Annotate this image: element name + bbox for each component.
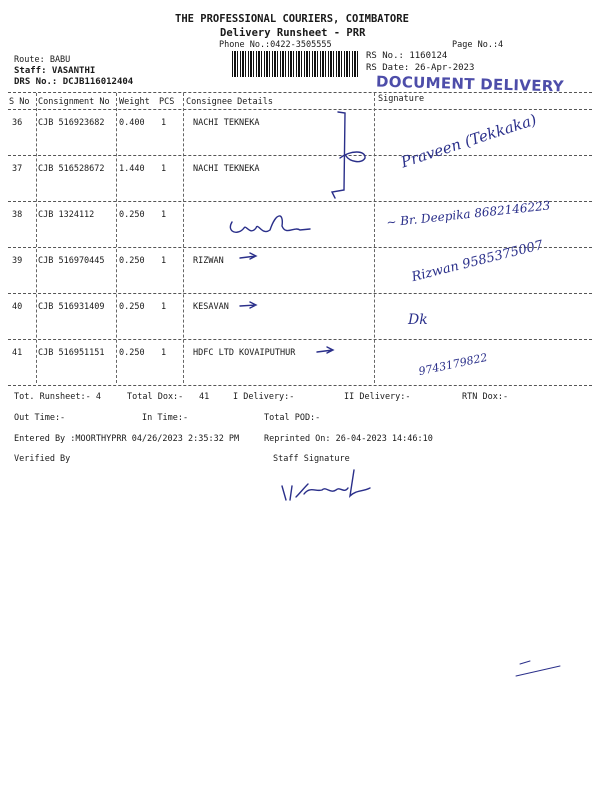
drs-number: DRS No.: DCJB116012404	[14, 77, 134, 87]
arrow-mark	[317, 347, 333, 353]
route-label: Route: BABU	[14, 55, 71, 65]
row-weight: 0.250	[119, 348, 145, 358]
ii-delivery: II Delivery:-	[344, 392, 411, 402]
bracket-mark	[332, 112, 345, 198]
row-consignment: CJB 516528672	[38, 164, 105, 174]
row-consignment: CJB 516970445	[38, 256, 105, 266]
verified-by: Verified By	[14, 454, 71, 464]
signature-row-36: Praveen (Tekkaka)	[398, 110, 539, 172]
col-weight: Weight	[119, 97, 150, 107]
document-delivery-stamp: DOCUMENT DELIVERY	[375, 72, 565, 96]
doc-title: Delivery Runsheet - PRR	[220, 27, 366, 39]
rs-date: RS Date: 26-Apr-2023	[366, 63, 475, 73]
row-pcs: 1	[161, 164, 167, 174]
row-sno: 41	[12, 348, 23, 358]
row-consignee: KESAVAN	[193, 302, 229, 312]
phone-number: Phone No.:0422-3505555	[219, 40, 332, 50]
total-dox-value: 41	[199, 392, 210, 402]
out-time: Out Time:-	[14, 413, 66, 423]
row-consignee: RIZWAN	[193, 256, 224, 266]
in-time: In Time:-	[142, 413, 189, 423]
row-weight: 1.440	[119, 164, 145, 174]
entered-by: Entered By :MOORTHYPRR 04/26/2023 2:35:32 PM	[14, 434, 240, 444]
row-weight: 0.400	[119, 118, 145, 128]
row-pcs: 1	[161, 118, 167, 128]
row-pcs: 1	[161, 348, 167, 358]
row-consignment: CJB 516923682	[38, 118, 105, 128]
staff-signature-label: Staff Signature	[273, 454, 350, 464]
rs-number: RS No.: 1160124	[366, 51, 448, 61]
row-consignee: NACHI TEKNEKA	[193, 118, 260, 128]
signature-row-39: Rizwan 9585375007	[410, 237, 545, 286]
total-dox-label: Total Dox:-	[127, 392, 184, 402]
row-consignment: CJB 516951151	[38, 348, 105, 358]
row-sno: 38	[12, 210, 23, 220]
signature-row-40: Dk	[408, 312, 428, 328]
col-consignment: Consignment No	[38, 97, 110, 107]
row-weight: 0.250	[119, 210, 145, 220]
arrow-mark	[240, 302, 256, 308]
row-consignment: CJB 516931409	[38, 302, 105, 312]
reprinted-on: Reprinted On: 26-04-2023 14:46:10	[264, 434, 433, 444]
consignee-handwriting	[230, 216, 310, 232]
total-pod: Total POD:-	[264, 413, 321, 423]
row-pcs: 1	[161, 256, 167, 266]
row-sno: 40	[12, 302, 23, 312]
row-pcs: 1	[161, 302, 167, 312]
page-number: Page No.:4	[452, 40, 504, 50]
row-sno: 39	[12, 256, 23, 266]
signature-row-38: ~ Br. Deepika 8682146223	[385, 198, 551, 230]
row-sno: 36	[12, 118, 23, 128]
staff-label: Staff: VASANTHI	[14, 66, 96, 76]
signature-row-41: 9743179822	[417, 350, 489, 379]
row-consignee: NACHI TEKNEKA	[193, 164, 260, 174]
row-weight: 0.250	[119, 302, 145, 312]
arrow-mark	[240, 253, 256, 259]
row-weight: 0.250	[119, 256, 145, 266]
col-consignee: Consignee Details	[186, 97, 273, 107]
row-consignment: CJB 1324112	[38, 210, 95, 220]
tot-runsheet: Tot. Runsheet:- 4	[14, 392, 101, 402]
i-delivery: I Delivery:-	[233, 392, 295, 402]
row-consignee: HDFC LTD KOVAIPUTHUR	[193, 348, 296, 358]
company-name: THE PROFESSIONAL COURIERS, COIMBATORE	[175, 13, 409, 25]
row-sno: 37	[12, 164, 23, 174]
col-pcs: PCS	[159, 97, 175, 107]
row-pcs: 1	[161, 210, 167, 220]
col-signature: Signature	[378, 94, 425, 104]
rtn-dox: RTN Dox:-	[462, 392, 509, 402]
col-sno: S No	[9, 97, 30, 107]
